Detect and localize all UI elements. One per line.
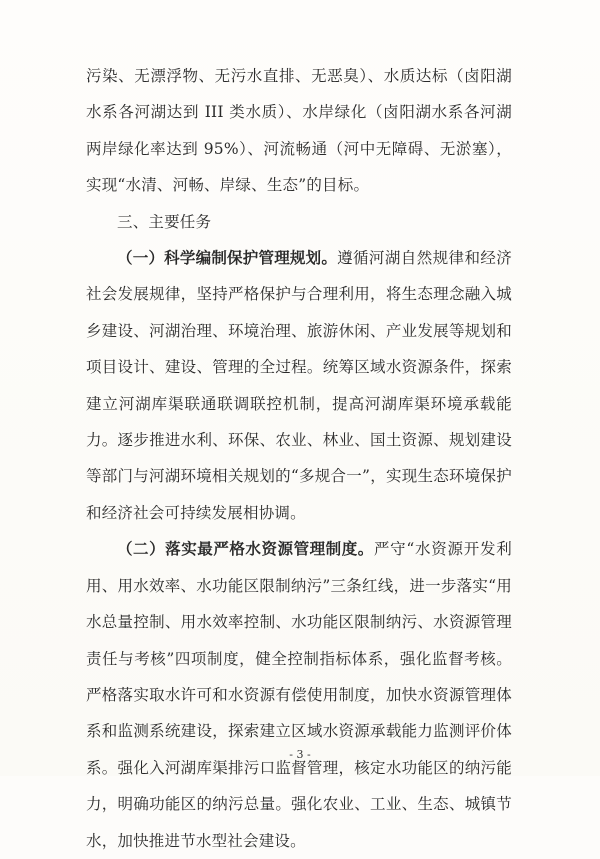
page-number: - 3 -: [289, 748, 311, 761]
section-heading: 三、主要任务: [117, 212, 212, 231]
task-item-2: [86, 531, 512, 859]
task-item-1-body: 遵循河湖自然规律和经济社会发展规律，坚持严格保护与合理利用，将生态理念融入城乡建设、河湖治理、环境治理、旅游休闲、产业发展等规划和项目设计、建设、管理的全过程。统筹区域水资源条件，探索建立河湖库渠联通联调联控机制，提高河湖库渠环境承载能力。逐步推进水利、环保、农业、林业、国土资源、规划建设等部门与河湖环境相关规划的“多规合一”，实现生态环境保护和经济社会可持续发展相协调。: [86, 249, 512, 522]
task-item-2-lead: （二）落实最严格水资源管理制度。: [117, 540, 374, 559]
task-item-2-body: 严守“水资源开发利用、用水效率、水功能区限制纳污”三条红线，进一步落实“用水总量控制、用水效率控制、水功能区限制纳污、水资源管理责任与考核”四项制度，健全控制指标体系，强化监督考核。严格落实取水许可和水资源有偿使用制度，加快水资源管理体系和监测系统建设，探索建立区域水资源承载能力监测评价体系。强化入河湖库渠排污口监督管理，核定水功能区的纳污能力，明确功能区的纳污总量。强化农业、工业、生态、城镇节水，加快推进节水型社会建设。: [86, 540, 512, 850]
task-item-1-lead: （一）科学编制保护管理规划。: [117, 249, 338, 268]
continuation-paragraph: 污染、无漂浮物、无污水直排、无恶臭）、水质达标（卤阳湖水系各河湖达到 III 类水质）、水岸绿化（卤阳湖水系各河湖两岸绿化率达到 95%）、河流畅通（河中无障碍、无淤塞），实现“水清、河畅、岸绿、生态”的目标。: [86, 67, 512, 195]
document-body: [86, 58, 512, 859]
task-item-1: [86, 240, 512, 531]
